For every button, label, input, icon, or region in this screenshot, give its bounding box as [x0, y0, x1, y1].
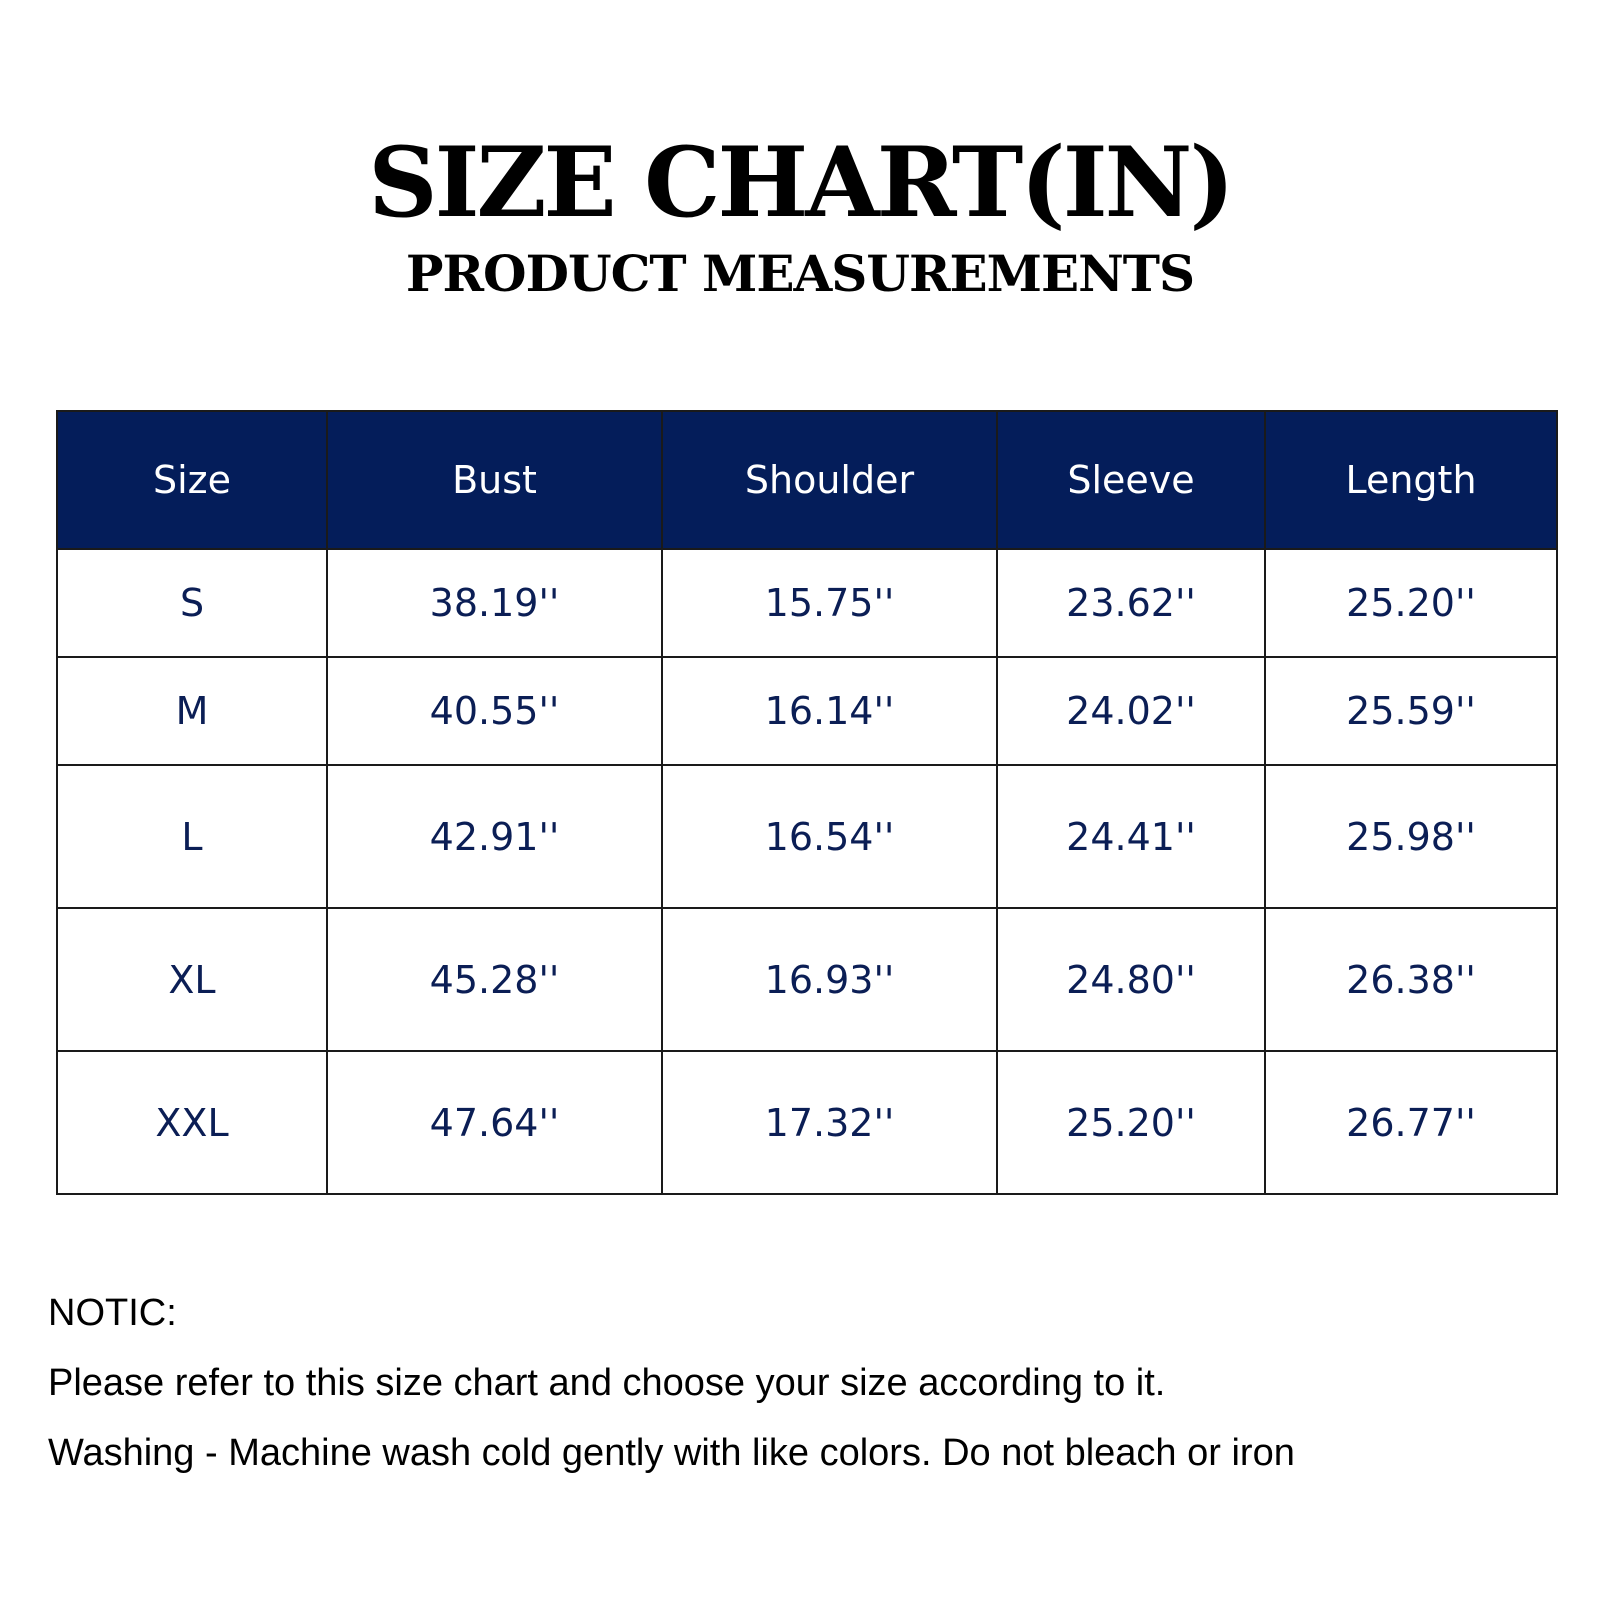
column-header-bust: Bust — [327, 411, 662, 549]
notes-heading: NOTIC: — [48, 1292, 177, 1334]
sleeve-cell: 24.02'' — [997, 657, 1265, 765]
table-row — [57, 908, 1557, 1051]
column-header-shoulder: Shoulder — [662, 411, 997, 549]
size-cell: XL — [57, 908, 327, 1051]
notes-line-washing: Washing - Machine wash cold gently with like colors. Do not bleach or iron — [48, 1432, 1295, 1474]
table-header-row — [57, 411, 1557, 549]
length-cell: 25.59'' — [1265, 657, 1557, 765]
column-header-sleeve: Sleeve — [997, 411, 1265, 549]
shoulder-cell: 15.75'' — [662, 549, 997, 657]
bust-cell: 45.28'' — [327, 908, 662, 1051]
table-row — [57, 549, 1557, 657]
table-row — [57, 765, 1557, 908]
table-row — [57, 657, 1557, 765]
length-cell: 25.98'' — [1265, 765, 1557, 908]
size-cell: M — [57, 657, 327, 765]
bust-cell: 47.64'' — [327, 1051, 662, 1194]
page-subtitle: PRODUCT MEASUREMENTS — [405, 244, 1195, 303]
size-cell: XXL — [57, 1051, 327, 1194]
notes-section — [48, 1285, 1568, 1495]
shoulder-cell: 16.54'' — [662, 765, 997, 908]
length-cell: 26.38'' — [1265, 908, 1557, 1051]
notes-line-size-advice: Please refer to this size chart and choose your size according to it. — [48, 1362, 1166, 1404]
bust-cell: 38.19'' — [327, 549, 662, 657]
sleeve-cell: 25.20'' — [997, 1051, 1265, 1194]
bust-cell: 40.55'' — [327, 657, 662, 765]
shoulder-cell: 16.14'' — [662, 657, 997, 765]
size-cell: L — [57, 765, 327, 908]
shoulder-cell: 16.93'' — [662, 908, 997, 1051]
page-title: SIZE CHART(IN) — [368, 126, 1232, 239]
size-cell: S — [57, 549, 327, 657]
column-header-length: Length — [1265, 411, 1557, 549]
length-cell: 26.77'' — [1265, 1051, 1557, 1194]
sleeve-cell: 24.41'' — [997, 765, 1265, 908]
shoulder-cell: 17.32'' — [662, 1051, 997, 1194]
sleeve-cell: 23.62'' — [997, 549, 1265, 657]
table-row — [57, 1051, 1557, 1194]
length-cell: 25.20'' — [1265, 549, 1557, 657]
column-header-size: Size — [57, 411, 327, 549]
size-chart-table — [56, 410, 1558, 1195]
bust-cell: 42.91'' — [327, 765, 662, 908]
sleeve-cell: 24.80'' — [997, 908, 1265, 1051]
